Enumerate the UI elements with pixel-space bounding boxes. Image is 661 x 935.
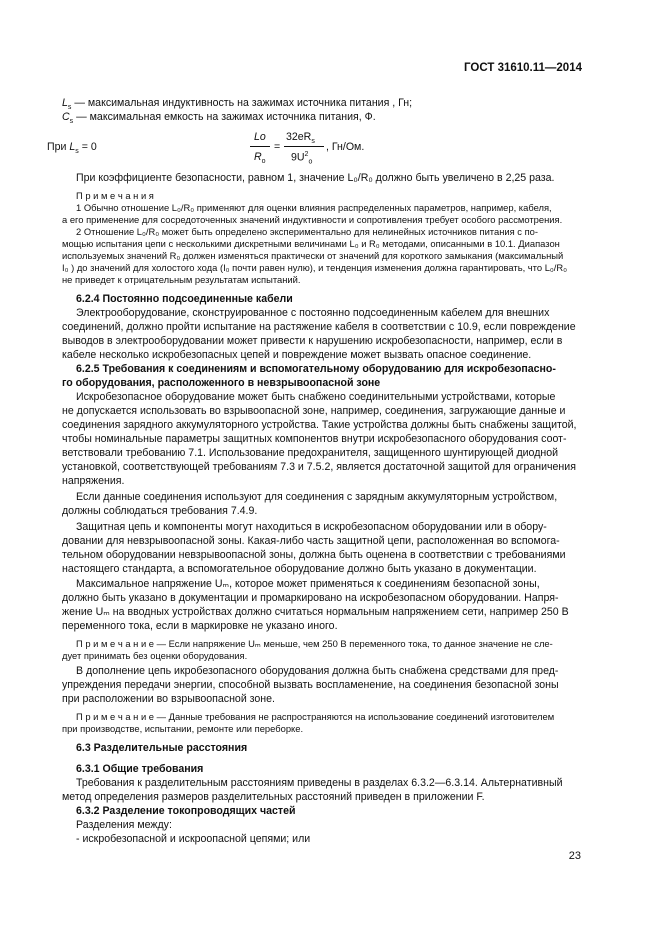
formula-fraction-line-2 [284, 146, 324, 147]
list-item: - искробезопасной и искроопасной цепями; или [76, 833, 311, 845]
paragraph-line: не допускается использовать во взрывоопасной зоне, например, соединения, загружающие данные и [62, 405, 566, 417]
note-line: используемых значений R₀ должен изменяться практически от значений для короткого замыкания (максимальный [62, 250, 564, 261]
paragraph-line: довании для невзрывоопасной зоны. Какая-либо часть защитной цепи, расположенная во вспомога- [62, 535, 560, 547]
note-line: а его применение для сосредоточенных значений индуктивности и сопротивления требует особого рассмотрения. [62, 214, 563, 225]
note-line: П р и м е ч а н и е — Данные требования не распространяются на использование соединений изготовителем [76, 711, 555, 722]
paragraph-line: ветствовали требованию 7.1. Использование предохранителя, защищенного шунтирующей диодной [62, 447, 559, 459]
paragraph-line: Максимальное напряжение Uₘ, которое может применяться к соединениям безопасной зоны, [76, 578, 540, 590]
section-6-2-5-title-cont: го оборудования, расположенного в невзрывоопасной зоне [62, 377, 381, 389]
section-6-2-4-title: 6.2.4 Постоянно подсоединенные кабели [76, 293, 293, 305]
paragraph-line: упреждения передачи энергии, способной вызвать воспламенение, на соединения безопасной зоны [62, 679, 559, 691]
note-line: I₀ ) до значений для холостого хода (I₀ почти равен нулю), и тенденция изменения должна гарантировать, что L₀/R₀ [62, 262, 568, 273]
section-6-3-title: 6.3 Разделительные расстояния [76, 742, 248, 754]
paragraph-line: Разделения между: [76, 819, 172, 831]
paragraph-line: при расположении во взрывоопасной зоне. [62, 693, 275, 705]
paragraph-line: выводов в электрооборудовании может привести к нарушению искробезопасности, например, если в [62, 335, 563, 347]
paragraph-line: настоящего стандарта, а вспомогательное оборудование должно быть указано в документации. [62, 563, 537, 575]
formula-numerator: $32eR_s$ [286, 131, 315, 146]
page-header: ГОСТ 31610.11—2014 [464, 62, 582, 74]
paragraph-line: Если данные соединения используют для соединения с зарядным аккумуляторным устройством, [76, 491, 558, 503]
paragraph-line: чтобы номинальные параметры защитных компонентов внутри искробезопасного оборудования соот- [62, 433, 567, 445]
paragraph-line: кабеле несколько искробезопасных цепей и повреждение может вызвать опасное соединение. [62, 349, 532, 361]
section-6-3-2-title: 6.3.2 Разделение токопроводящих частей [76, 805, 296, 817]
safety-factor-text: При коэффициенте безопасности, равном 1, значение L₀/R₀ должно быть увеличено в 2,25 раза. [76, 172, 555, 184]
formula-denominator: $9U^2_o$ [291, 151, 313, 166]
paragraph-line: соединения зарядного аккумуляторного устройства. Такие устройства должны быть снабжены защитой, [62, 419, 577, 431]
note-line: не приведет к отрицательным результатам испытаний. [62, 274, 301, 285]
note-line: 1 Обычно отношение L₀/R₀ применяют для оценки влияния распределенных параметров, например, кабеля, [76, 202, 552, 213]
page-number: 23 [568, 850, 581, 862]
note-line: при производстве, испытании, ремонте или переборке. [62, 723, 304, 734]
formula-condition: При $L_s = 0$ [47, 141, 97, 156]
paragraph-line: метод определения размеров разделительных расстояний приведен в приложении F. [62, 791, 485, 803]
paragraph-line: соединений, должно пройти испытание на растяжение кабеля в соответствии с 10.9, если повреждение [62, 321, 576, 333]
def-ls: $L_s$ — максимальная индуктивность на зажимах источника питания , Гн; [62, 97, 413, 112]
formula-fraction-line-1 [250, 146, 270, 147]
paragraph-line: тельном оборудовании невзрывоопасной зоны, должна быть оценена в соответствии с требованиями [62, 549, 566, 561]
paragraph-line: должно быть указано в документации и промаркировано на искробезопасном оборудовании. Напря- [62, 592, 559, 604]
paragraph-line: должны соблюдаться требования 7.4.9. [62, 505, 258, 517]
paragraph-line: жение Uₘ на вводных устройствах должно считаться нормальным напряжением сети, например 250 В [62, 606, 569, 618]
formula-unit: , Гн/Ом. [326, 141, 365, 153]
formula-ro: $R_o$ [254, 151, 266, 166]
paragraph-line: Электрооборудование, сконструированное с постоянно подсоединенным кабелем для внешних [76, 307, 550, 319]
section-6-2-5-title: 6.2.5 Требования к соединениям и вспомогательному оборудованию для искробезопасно- [76, 363, 556, 375]
formula-lo: Lo [254, 131, 266, 143]
paragraph-line: переменного тока, если в маркировке не указано иного. [62, 620, 338, 632]
paragraph-line: установкой, соответствующей требованиям 7.3 и 7.5.2, является достаточной защитой для ограничения [62, 461, 576, 473]
paragraph-line: Искробезопасное оборудование может быть снабжено соединительными устройствами, которые [76, 391, 556, 403]
paragraph-line: напряжения. [62, 475, 125, 487]
paragraph-line: Требования к разделительным расстояниям приведены в разделах 6.3.2—6.3.14. Альтернативный [76, 777, 563, 789]
note-line: П р и м е ч а н и е — Если напряжение Uₘ меньше, чем 250 В переменного тока, то данное значение не сле- [76, 638, 553, 649]
paragraph-line: Защитная цепь и компоненты могут находиться в искробезопасном оборудовании или в обору- [76, 521, 547, 533]
notes-title: П р и м е ч а н и я [76, 190, 154, 201]
note-line: мощью испытания цепи с несколькими дискретными величинами L₀ и R₀ методами, описанными в 10.1. Диапазон [62, 238, 560, 249]
note-line: дует принимать без оценки оборудования. [62, 650, 248, 661]
paragraph-line: В дополнение цепь икробезопасного оборудования должна быть снабжена средствами для пред- [76, 665, 559, 677]
note-line: 2 Отношение L₀/R₀ может быть определено экспериментально для нелинейных источников питания с по- [76, 226, 539, 237]
formula-equals: = [274, 141, 281, 153]
def-cs: $C_s$ — максимальная емкость на зажимах источника питания, Ф. [62, 111, 376, 126]
section-6-3-1-title: 6.3.1 Общие требования [76, 763, 204, 775]
